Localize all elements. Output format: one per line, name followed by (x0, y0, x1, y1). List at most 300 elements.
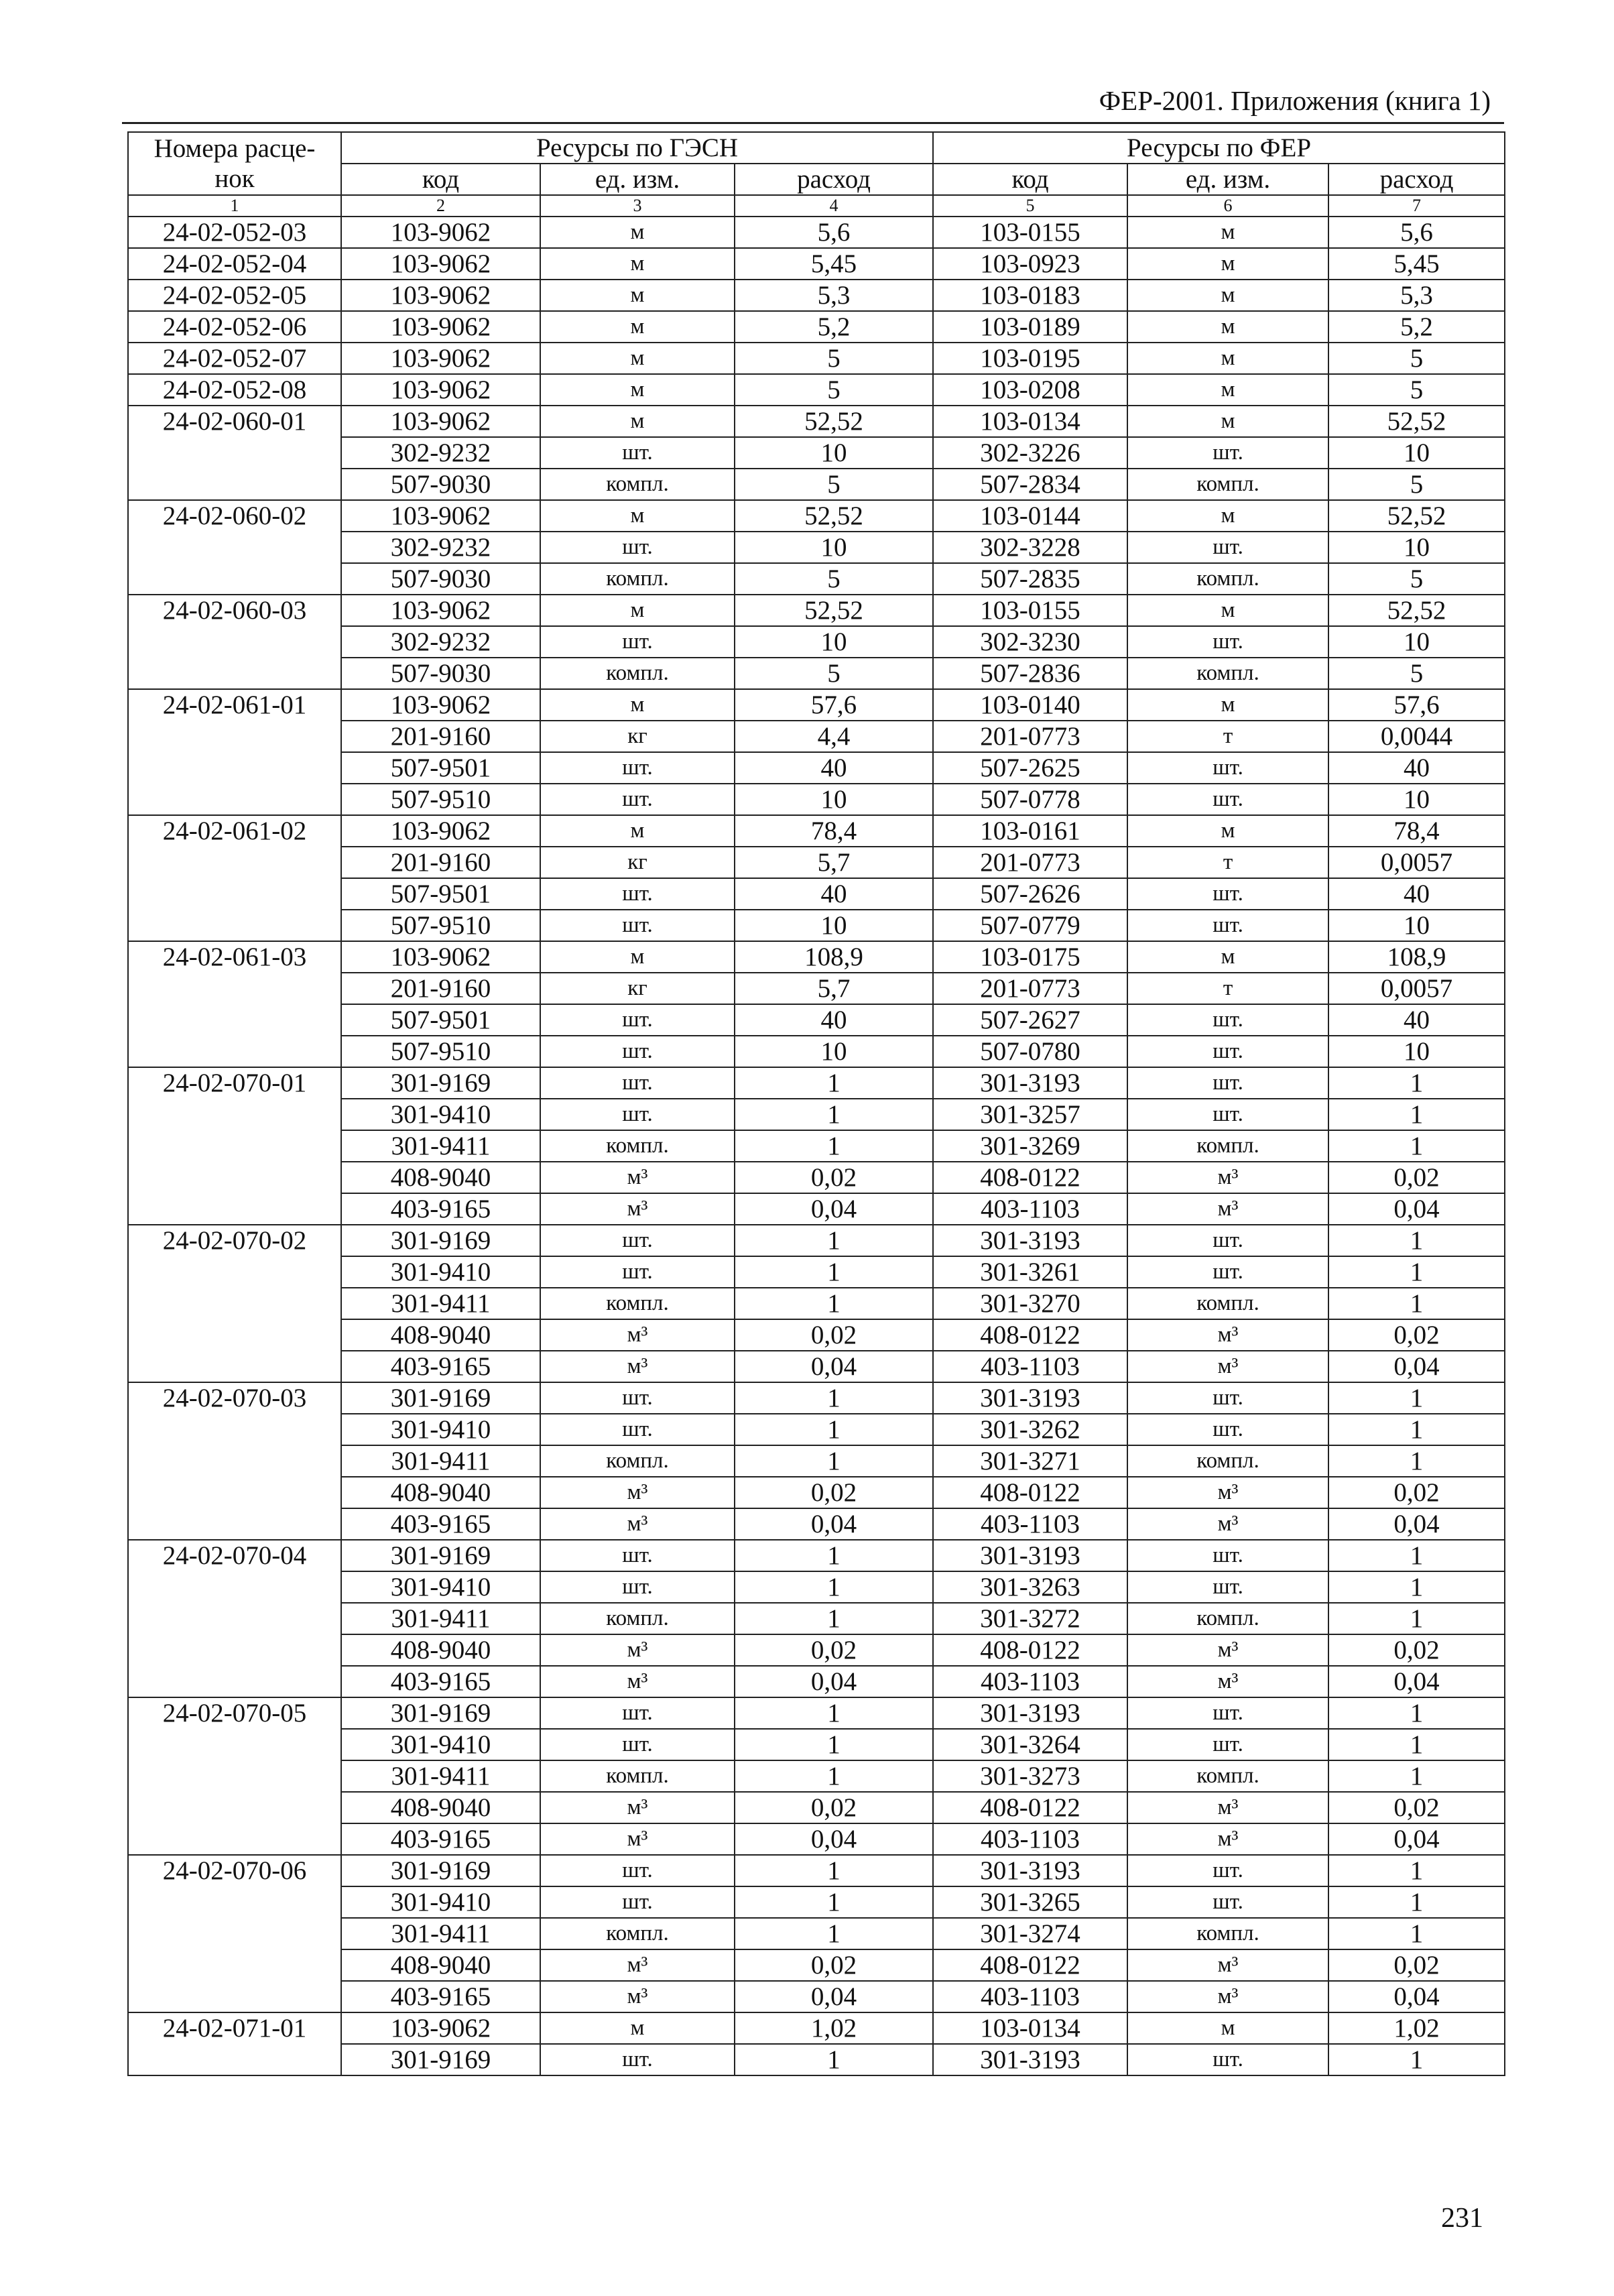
rate-number-cell: 24-02-061-02 (128, 815, 341, 941)
table-row (128, 500, 1505, 532)
column-number: 4 (735, 195, 933, 217)
fer-unit-cell: шт. (1127, 1571, 1328, 1603)
gesn-unit-cell: м (540, 406, 735, 437)
gesn-code-cell: 408-9040 (341, 1162, 540, 1193)
rate-number-cell: 24-02-060-01 (128, 406, 341, 500)
fer-unit-cell: м (1127, 280, 1328, 311)
header-rate-numbers: Номера расце-нок (128, 132, 341, 195)
table-row (128, 1382, 1505, 1414)
fer-unit-cell: шт. (1127, 1256, 1328, 1288)
fer-code-cell: 408-0122 (933, 1162, 1127, 1193)
gesn-unit-cell: компл. (540, 469, 735, 500)
gesn-code-cell: 201-9160 (341, 847, 540, 878)
fer-unit-cell: шт. (1127, 1225, 1328, 1256)
fer-amount-cell: 0,04 (1328, 1823, 1505, 1855)
fer-code-cell: 507-0780 (933, 1036, 1127, 1067)
gesn-code-cell: 301-9169 (341, 1225, 540, 1256)
rate-number-cell: 24-02-052-06 (128, 311, 341, 343)
gesn-code-cell: 507-9030 (341, 469, 540, 500)
fer-code-cell: 103-0140 (933, 689, 1127, 721)
fer-amount-cell: 1,02 (1328, 2012, 1505, 2044)
gesn-code-cell: 103-9062 (341, 248, 540, 280)
gesn-unit-cell: шт. (540, 1729, 735, 1760)
gesn-amount-cell: 1 (735, 1256, 933, 1288)
fer-amount-cell: 40 (1328, 878, 1505, 910)
gesn-unit-cell: м (540, 941, 735, 973)
fer-code-cell: 103-0189 (933, 311, 1127, 343)
rate-number-cell: 24-02-070-04 (128, 1540, 341, 1697)
gesn-unit-cell: м (540, 815, 735, 847)
fer-code-cell: 103-0161 (933, 815, 1127, 847)
gesn-unit-cell: м (540, 689, 735, 721)
fer-unit-cell: шт. (1127, 1382, 1328, 1414)
fer-code-cell: 507-2627 (933, 1004, 1127, 1036)
gesn-unit-cell: компл. (540, 658, 735, 689)
gesn-unit-cell: м (540, 374, 735, 406)
gesn-amount-cell: 0,04 (735, 1351, 933, 1382)
table-row (128, 406, 1505, 437)
gesn-unit-cell: шт. (540, 437, 735, 469)
gesn-unit-cell: м³ (540, 1162, 735, 1193)
gesn-amount-cell: 57,6 (735, 689, 933, 721)
fer-unit-cell: шт. (1127, 910, 1328, 941)
fer-amount-cell: 0,02 (1328, 1319, 1505, 1351)
fer-code-cell: 403-1103 (933, 1981, 1127, 2012)
fer-amount-cell: 0,04 (1328, 1508, 1505, 1540)
fer-amount-cell: 1 (1328, 1540, 1505, 1571)
fer-unit-cell: компл. (1127, 1760, 1328, 1792)
fer-amount-cell: 78,4 (1328, 815, 1505, 847)
gesn-amount-cell: 1 (735, 2044, 933, 2075)
fer-code-cell: 408-0122 (933, 1477, 1127, 1508)
gesn-code-cell: 403-9165 (341, 1508, 540, 1540)
rate-number-cell: 24-02-052-04 (128, 248, 341, 280)
gesn-unit-cell: кг (540, 847, 735, 878)
fer-unit-cell: т (1127, 721, 1328, 752)
fer-unit-cell: м (1127, 374, 1328, 406)
fer-amount-cell: 0,04 (1328, 1666, 1505, 1697)
gesn-code-cell: 507-9510 (341, 1036, 540, 1067)
gesn-unit-cell: компл. (540, 1918, 735, 1949)
gesn-code-cell: 103-9062 (341, 406, 540, 437)
gesn-code-cell: 301-9169 (341, 1382, 540, 1414)
gesn-unit-cell: шт. (540, 1067, 735, 1099)
fer-unit-cell: шт. (1127, 1004, 1328, 1036)
fer-code-cell: 301-3193 (933, 1067, 1127, 1099)
fer-code-cell: 103-0155 (933, 217, 1127, 248)
gesn-unit-cell: шт. (540, 1225, 735, 1256)
fer-code-cell: 103-0183 (933, 280, 1127, 311)
fer-unit-cell: шт. (1127, 1886, 1328, 1918)
fer-unit-cell: шт. (1127, 1414, 1328, 1445)
gesn-amount-cell: 4,4 (735, 721, 933, 752)
fer-code-cell: 103-0923 (933, 248, 1127, 280)
gesn-code-cell: 301-9410 (341, 1256, 540, 1288)
gesn-code-cell: 507-9501 (341, 878, 540, 910)
gesn-unit-cell: м³ (540, 1508, 735, 1540)
fer-amount-cell: 5 (1328, 374, 1505, 406)
gesn-code-cell: 408-9040 (341, 1477, 540, 1508)
fer-code-cell: 507-2834 (933, 469, 1127, 500)
gesn-code-cell: 301-9411 (341, 1288, 540, 1319)
gesn-code-cell: 301-9411 (341, 1130, 540, 1162)
fer-amount-cell: 1 (1328, 1760, 1505, 1792)
fer-amount-cell: 5,2 (1328, 311, 1505, 343)
rate-number-cell: 24-02-070-02 (128, 1225, 341, 1382)
gesn-code-cell: 103-9062 (341, 500, 540, 532)
fer-code-cell: 103-0134 (933, 406, 1127, 437)
gesn-amount-cell: 0,04 (735, 1508, 933, 1540)
gesn-amount-cell: 1 (735, 1130, 933, 1162)
page-header (122, 79, 1504, 124)
gesn-unit-cell: шт. (540, 2044, 735, 2075)
gesn-amount-cell: 1 (735, 1445, 933, 1477)
fer-unit-cell: м³ (1127, 1981, 1328, 2012)
fer-unit-cell: компл. (1127, 1445, 1328, 1477)
fer-amount-cell: 57,6 (1328, 689, 1505, 721)
fer-unit-cell: м³ (1127, 1666, 1328, 1697)
gesn-amount-cell: 108,9 (735, 941, 933, 973)
gesn-code-cell: 403-9165 (341, 1351, 540, 1382)
table-row (128, 374, 1505, 406)
gesn-unit-cell: компл. (540, 1445, 735, 1477)
gesn-amount-cell: 52,52 (735, 406, 933, 437)
fer-unit-cell: м³ (1127, 1949, 1328, 1981)
gesn-amount-cell: 0,02 (735, 1949, 933, 1981)
fer-unit-cell: м (1127, 248, 1328, 280)
fer-amount-cell: 1 (1328, 1603, 1505, 1634)
fer-code-cell: 302-3228 (933, 532, 1127, 563)
gesn-code-cell: 103-9062 (341, 217, 540, 248)
gesn-amount-cell: 1 (735, 1225, 933, 1256)
fer-code-cell: 301-3263 (933, 1571, 1127, 1603)
table-header (128, 132, 1505, 217)
gesn-unit-cell: м³ (540, 1949, 735, 1981)
gesn-code-cell: 408-9040 (341, 1949, 540, 1981)
gesn-code-cell: 301-9169 (341, 1540, 540, 1571)
fer-code-cell: 301-3193 (933, 1540, 1127, 1571)
fer-unit-cell: м³ (1127, 1193, 1328, 1225)
fer-code-cell: 301-3261 (933, 1256, 1127, 1288)
fer-unit-cell: компл. (1127, 1603, 1328, 1634)
gesn-amount-cell: 1 (735, 1571, 933, 1603)
fer-amount-cell: 5,3 (1328, 280, 1505, 311)
gesn-amount-cell: 1,02 (735, 2012, 933, 2044)
header-gesn-amount: расход (735, 164, 933, 195)
fer-amount-cell: 1 (1328, 1382, 1505, 1414)
gesn-code-cell: 301-9169 (341, 1697, 540, 1729)
gesn-unit-cell: шт. (540, 910, 735, 941)
gesn-code-cell: 301-9411 (341, 1760, 540, 1792)
fer-amount-cell: 52,52 (1328, 595, 1505, 626)
gesn-code-cell: 302-9232 (341, 626, 540, 658)
gesn-amount-cell: 0,02 (735, 1319, 933, 1351)
fer-unit-cell: м³ (1127, 1634, 1328, 1666)
gesn-code-cell: 201-9160 (341, 973, 540, 1004)
gesn-unit-cell: м³ (540, 1193, 735, 1225)
gesn-unit-cell: кг (540, 721, 735, 752)
gesn-amount-cell: 1 (735, 1603, 933, 1634)
table-row (128, 941, 1505, 973)
rate-number-cell: 24-02-061-01 (128, 689, 341, 815)
gesn-amount-cell: 78,4 (735, 815, 933, 847)
gesn-unit-cell: м³ (540, 1477, 735, 1508)
fer-unit-cell: шт. (1127, 1855, 1328, 1886)
gesn-unit-cell: компл. (540, 1288, 735, 1319)
fer-amount-cell: 40 (1328, 1004, 1505, 1036)
gesn-unit-cell: м (540, 2012, 735, 2044)
gesn-code-cell: 201-9160 (341, 721, 540, 752)
gesn-amount-cell: 5,3 (735, 280, 933, 311)
gesn-amount-cell: 5 (735, 563, 933, 595)
fer-unit-cell: шт. (1127, 1099, 1328, 1130)
table-row (128, 1697, 1505, 1729)
fer-amount-cell: 1 (1328, 1571, 1505, 1603)
fer-amount-cell: 52,52 (1328, 500, 1505, 532)
fer-code-cell: 403-1103 (933, 1193, 1127, 1225)
fer-code-cell: 201-0773 (933, 721, 1127, 752)
gesn-amount-cell: 52,52 (735, 500, 933, 532)
gesn-amount-cell: 0,04 (735, 1981, 933, 2012)
gesn-code-cell: 301-9410 (341, 1571, 540, 1603)
fer-amount-cell: 5 (1328, 469, 1505, 500)
fer-amount-cell: 108,9 (1328, 941, 1505, 973)
gesn-unit-cell: компл. (540, 563, 735, 595)
header-fer-group: Ресурсы по ФЕР (933, 132, 1505, 164)
gesn-unit-cell: шт. (540, 1886, 735, 1918)
fer-code-cell: 201-0773 (933, 973, 1127, 1004)
fer-amount-cell: 0,04 (1328, 1351, 1505, 1382)
fer-unit-cell: м³ (1127, 1792, 1328, 1823)
table-row (128, 343, 1505, 374)
gesn-amount-cell: 10 (735, 910, 933, 941)
fer-code-cell: 301-3193 (933, 1855, 1127, 1886)
table-row (128, 1067, 1505, 1099)
fer-unit-cell: компл. (1127, 563, 1328, 595)
fer-unit-cell: м (1127, 941, 1328, 973)
gesn-unit-cell: шт. (540, 752, 735, 784)
fer-amount-cell: 1 (1328, 1918, 1505, 1949)
rate-number-cell: 24-02-060-02 (128, 500, 341, 595)
rate-number-cell: 24-02-060-03 (128, 595, 341, 689)
fer-amount-cell: 0,0057 (1328, 847, 1505, 878)
table-row (128, 2012, 1505, 2044)
gesn-code-cell: 103-9062 (341, 311, 540, 343)
gesn-amount-cell: 10 (735, 626, 933, 658)
fer-unit-cell: компл. (1127, 1288, 1328, 1319)
gesn-code-cell: 507-9501 (341, 752, 540, 784)
column-number: 2 (341, 195, 540, 217)
gesn-amount-cell: 1 (735, 1540, 933, 1571)
gesn-amount-cell: 5,2 (735, 311, 933, 343)
header-fer-amount: расход (1328, 164, 1505, 195)
gesn-amount-cell: 1 (735, 1067, 933, 1099)
fer-code-cell: 507-0779 (933, 910, 1127, 941)
fer-amount-cell: 1 (1328, 1130, 1505, 1162)
document-title: ФЕР-2001. Приложения (книга 1) (1099, 85, 1491, 116)
gesn-code-cell: 301-9410 (341, 1729, 540, 1760)
fer-amount-cell: 1 (1328, 1855, 1505, 1886)
gesn-code-cell: 301-9411 (341, 1603, 540, 1634)
gesn-unit-cell: шт. (540, 1697, 735, 1729)
gesn-code-cell: 408-9040 (341, 1319, 540, 1351)
fer-unit-cell: шт. (1127, 1729, 1328, 1760)
fer-code-cell: 408-0122 (933, 1949, 1127, 1981)
fer-amount-cell: 5,6 (1328, 217, 1505, 248)
fer-amount-cell: 1 (1328, 1445, 1505, 1477)
fer-code-cell: 201-0773 (933, 847, 1127, 878)
fer-amount-cell: 1 (1328, 1414, 1505, 1445)
gesn-amount-cell: 52,52 (735, 595, 933, 626)
gesn-code-cell: 403-9165 (341, 1666, 540, 1697)
gesn-amount-cell: 5 (735, 469, 933, 500)
fer-amount-cell: 1 (1328, 1729, 1505, 1760)
gesn-code-cell: 507-9030 (341, 563, 540, 595)
fer-unit-cell: т (1127, 973, 1328, 1004)
rate-number-cell: 24-02-052-03 (128, 217, 341, 248)
fer-code-cell: 301-3262 (933, 1414, 1127, 1445)
fer-amount-cell: 1 (1328, 1256, 1505, 1288)
fer-code-cell: 301-3193 (933, 1382, 1127, 1414)
fer-unit-cell: м³ (1127, 1477, 1328, 1508)
gesn-code-cell: 507-9510 (341, 784, 540, 815)
gesn-amount-cell: 0,04 (735, 1666, 933, 1697)
gesn-unit-cell: м³ (540, 1319, 735, 1351)
gesn-unit-cell: шт. (540, 1571, 735, 1603)
fer-unit-cell: шт. (1127, 532, 1328, 563)
gesn-amount-cell: 0,02 (735, 1634, 933, 1666)
gesn-unit-cell: шт. (540, 878, 735, 910)
fer-amount-cell: 5 (1328, 658, 1505, 689)
fer-code-cell: 301-3193 (933, 1225, 1127, 1256)
gesn-amount-cell: 10 (735, 1036, 933, 1067)
fer-amount-cell: 5 (1328, 343, 1505, 374)
gesn-code-cell: 103-9062 (341, 2012, 540, 2044)
rate-number-cell: 24-02-070-03 (128, 1382, 341, 1540)
gesn-unit-cell: м³ (540, 1351, 735, 1382)
fer-unit-cell: м (1127, 689, 1328, 721)
gesn-unit-cell: м (540, 500, 735, 532)
gesn-unit-cell: шт. (540, 626, 735, 658)
fer-unit-cell: м³ (1127, 1823, 1328, 1855)
gesn-amount-cell: 0,02 (735, 1792, 933, 1823)
gesn-amount-cell: 40 (735, 752, 933, 784)
gesn-unit-cell: шт. (540, 1414, 735, 1445)
gesn-code-cell: 403-9165 (341, 1981, 540, 2012)
fer-amount-cell: 0,04 (1328, 1981, 1505, 2012)
fer-amount-cell: 0,0057 (1328, 973, 1505, 1004)
fer-code-cell: 408-0122 (933, 1792, 1127, 1823)
fer-unit-cell: м (1127, 595, 1328, 626)
fer-code-cell: 301-3271 (933, 1445, 1127, 1477)
gesn-code-cell: 301-9169 (341, 2044, 540, 2075)
fer-amount-cell: 10 (1328, 532, 1505, 563)
gesn-amount-cell: 1 (735, 1099, 933, 1130)
column-number: 7 (1328, 195, 1505, 217)
gesn-code-cell: 103-9062 (341, 941, 540, 973)
fer-code-cell: 403-1103 (933, 1508, 1127, 1540)
gesn-amount-cell: 0,04 (735, 1193, 933, 1225)
fer-unit-cell: шт. (1127, 1036, 1328, 1067)
fer-code-cell: 403-1103 (933, 1666, 1127, 1697)
fer-unit-cell: м (1127, 217, 1328, 248)
gesn-amount-cell: 5 (735, 343, 933, 374)
fer-amount-cell: 0,0044 (1328, 721, 1505, 752)
fer-unit-cell: шт. (1127, 784, 1328, 815)
table-row (128, 815, 1505, 847)
gesn-amount-cell: 40 (735, 1004, 933, 1036)
fer-amount-cell: 10 (1328, 1036, 1505, 1067)
gesn-unit-cell: м³ (540, 1981, 735, 2012)
gesn-unit-cell: шт. (540, 1256, 735, 1288)
fer-amount-cell: 1 (1328, 1288, 1505, 1319)
fer-code-cell: 103-0195 (933, 343, 1127, 374)
fer-code-cell: 507-2626 (933, 878, 1127, 910)
fer-code-cell: 403-1103 (933, 1823, 1127, 1855)
fer-code-cell: 103-0134 (933, 2012, 1127, 2044)
fer-code-cell: 302-3226 (933, 437, 1127, 469)
fer-amount-cell: 1 (1328, 1886, 1505, 1918)
fer-unit-cell: м (1127, 343, 1328, 374)
table-row (128, 217, 1505, 248)
table-row (128, 248, 1505, 280)
fer-unit-cell: шт. (1127, 878, 1328, 910)
fer-amount-cell: 10 (1328, 626, 1505, 658)
fer-code-cell: 301-3265 (933, 1886, 1127, 1918)
fer-unit-cell: м³ (1127, 1319, 1328, 1351)
column-number: 1 (128, 195, 341, 217)
fer-amount-cell: 0,04 (1328, 1193, 1505, 1225)
gesn-amount-cell: 0,04 (735, 1823, 933, 1855)
gesn-amount-cell: 10 (735, 784, 933, 815)
fer-code-cell: 301-3270 (933, 1288, 1127, 1319)
column-number: 3 (540, 195, 735, 217)
rate-number-cell: 24-02-071-01 (128, 2012, 341, 2075)
fer-amount-cell: 5 (1328, 563, 1505, 595)
fer-code-cell: 103-0175 (933, 941, 1127, 973)
header-fer-code: код (933, 164, 1127, 195)
gesn-code-cell: 103-9062 (341, 374, 540, 406)
column-number: 5 (933, 195, 1127, 217)
gesn-unit-cell: компл. (540, 1760, 735, 1792)
gesn-code-cell: 408-9040 (341, 1634, 540, 1666)
fer-code-cell: 301-3269 (933, 1130, 1127, 1162)
fer-code-cell: 103-0155 (933, 595, 1127, 626)
fer-code-cell: 301-3257 (933, 1099, 1127, 1130)
gesn-unit-cell: компл. (540, 1603, 735, 1634)
gesn-unit-cell: шт. (540, 784, 735, 815)
gesn-code-cell: 103-9062 (341, 280, 540, 311)
gesn-amount-cell: 0,02 (735, 1162, 933, 1193)
fer-code-cell: 507-2836 (933, 658, 1127, 689)
fer-amount-cell: 5,45 (1328, 248, 1505, 280)
fer-code-cell: 507-2835 (933, 563, 1127, 595)
gesn-code-cell: 301-9410 (341, 1099, 540, 1130)
gesn-amount-cell: 1 (735, 1760, 933, 1792)
fer-amount-cell: 1 (1328, 1067, 1505, 1099)
fer-amount-cell: 1 (1328, 2044, 1505, 2075)
gesn-code-cell: 507-9510 (341, 910, 540, 941)
gesn-unit-cell: шт. (540, 532, 735, 563)
fer-amount-cell: 0,02 (1328, 1477, 1505, 1508)
table-row (128, 595, 1505, 626)
page-number: 231 (1441, 2203, 1483, 2234)
gesn-code-cell: 103-9062 (341, 343, 540, 374)
fer-unit-cell: шт. (1127, 437, 1328, 469)
gesn-unit-cell: кг (540, 973, 735, 1004)
fer-amount-cell: 0,02 (1328, 1162, 1505, 1193)
fer-unit-cell: м (1127, 2012, 1328, 2044)
